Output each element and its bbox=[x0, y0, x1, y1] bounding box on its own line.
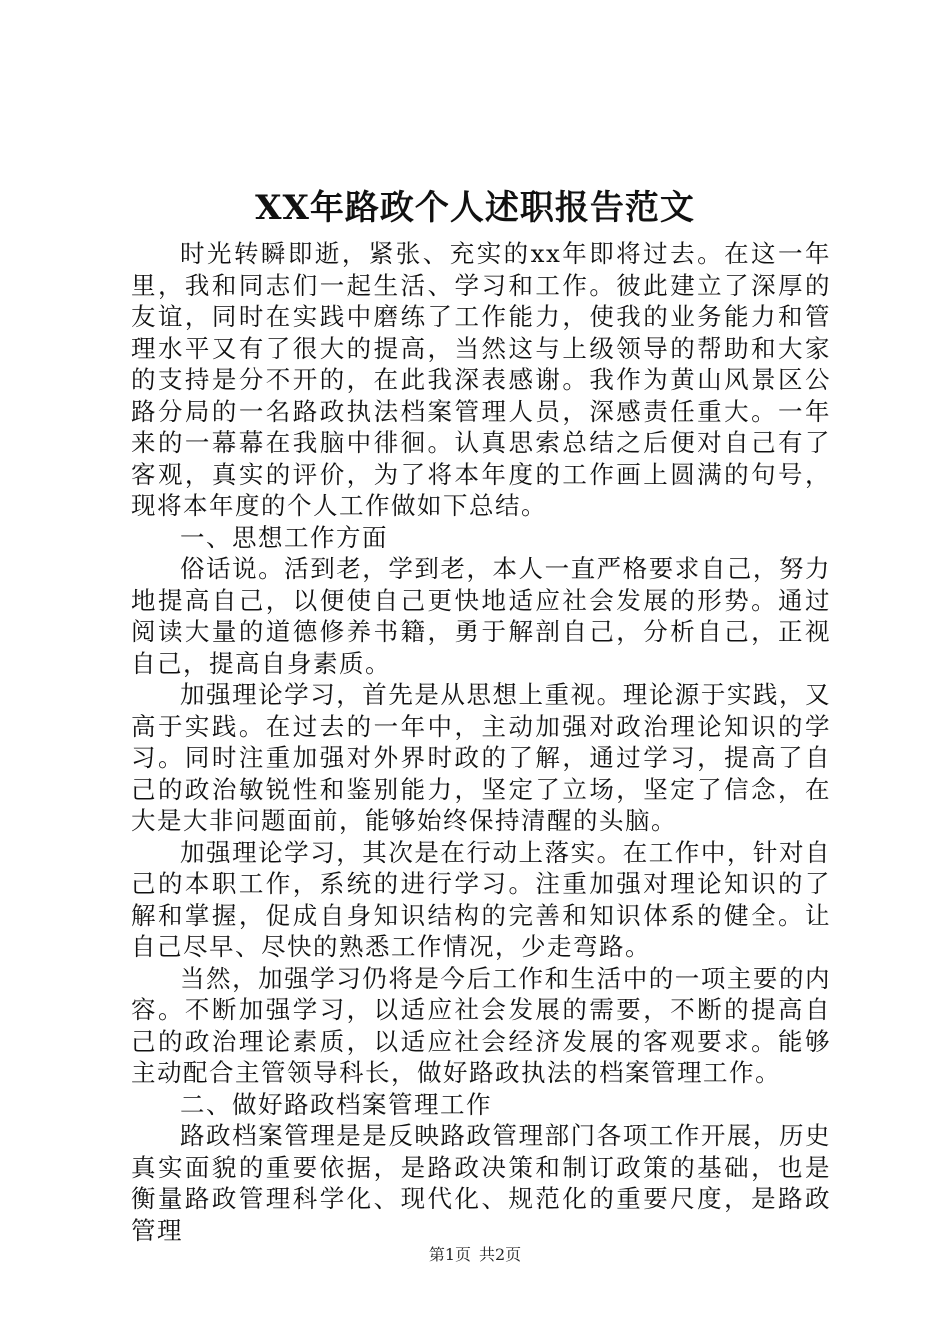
section-heading-2: 二、做好路政档案管理工作 bbox=[180, 1089, 492, 1119]
paragraph-theory-study-2: 加强理论学习，其次是在行动上落实。在工作中，针对自己的本职工作，系统的进行学习。注重加强对理论知识的了解和掌握，促成自身知识结构的完善和知识体系的健全。让自己尽早、尽快的熟悉工作情况，少走弯路。 bbox=[131, 837, 831, 961]
section-heading-1: 一、思想工作方面 bbox=[180, 522, 388, 552]
page-number: 第1页 bbox=[428, 1245, 471, 1264]
paragraph-saying: 俗话说。活到老，学到老，本人一直严格要求自己，努力地提高自己，以便使自己更快地适应社会发展的形势。通过阅读大量的道德修养书籍，勇于解剖自己，分析自己，正视自己，提高自身素质。 bbox=[131, 554, 831, 678]
paragraph-intro: 时光转瞬即逝，紧张、充实的xx年即将过去。在这一年里，我和同志们一起生活、学习和工作。彼此建立了深厚的友谊，同时在实践中磨练了工作能力，使我的业务能力和管理水平又有了很大的提高，当然这与上级领导的帮助和大家的支持是分不开的，在此我深表感谢。我作为黄山风景区公路分局的一名路政执法档案管理人员，深感责任重大。一年来的一幕幕在我脑中徘徊。认真思索总结之后便对自己有了客观，真实的评价，为了将本年度的工作画上圆满的句号，现将本年度的个人工作做如下总结。 bbox=[131, 239, 831, 520]
document-title: XX年路政个人述职报告范文 bbox=[255, 188, 695, 228]
page-total: 共2页 bbox=[479, 1245, 522, 1264]
paragraph-theory-study-1: 加强理论学习，首先是从思想上重视。理论源于实践，又高于实践。在过去的一年中，主动加强对政治理论知识的学习。同时注重加强对外界时政的了解，通过学习，提高了自己的政治敏锐性和鉴别能力，坚定了立场，坚定了信念，在大是大非问题面前，能够始终保持清醒的头脑。 bbox=[131, 680, 831, 835]
paragraph-archive-management: 路政档案管理是是反映路政管理部门各项工作开展，历史真实面貌的重要依据，是路政决策和制订政策的基础，也是衡量路政管理科学化、现代化、规范化的重要尺度，是路政管理 bbox=[131, 1121, 831, 1245]
page-footer bbox=[0, 1244, 950, 1266]
paragraph-continued-study: 当然，加强学习仍将是今后工作和生活中的一项主要的内容。不断加强学习，以适应社会发展的需要，不断的提高自己的政治理论素质，以适应社会经济发展的客观要求。能够主动配合主管领导科长，做好路政执法的档案管理工作。 bbox=[131, 963, 831, 1087]
document-body bbox=[131, 238, 831, 1246]
